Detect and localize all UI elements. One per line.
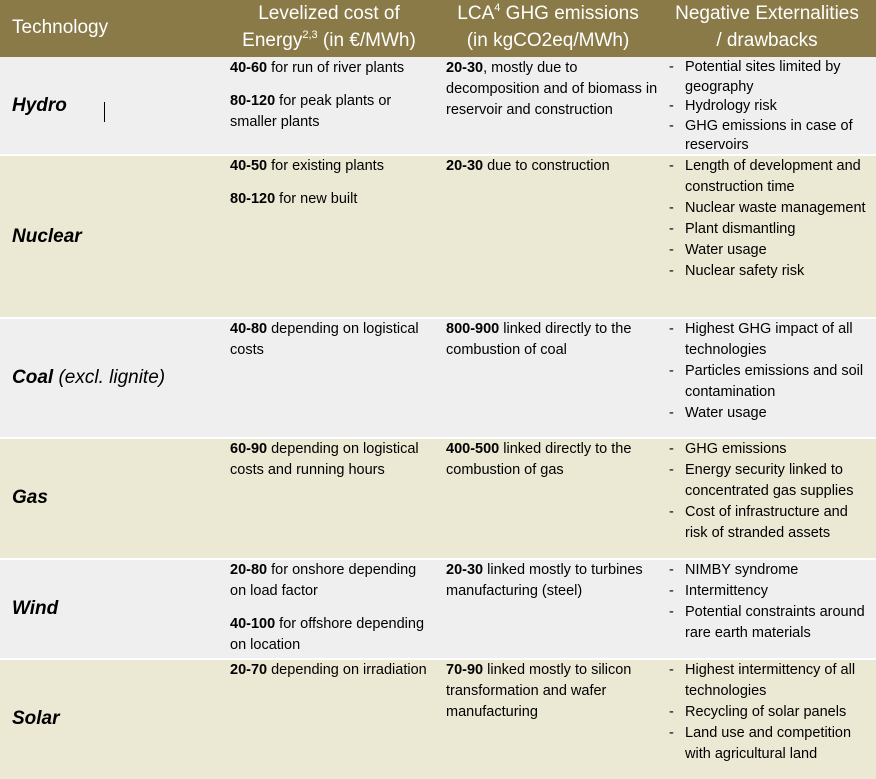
lca-value: 70-90 <box>446 662 484 678</box>
table-row-nuclear <box>0 156 876 317</box>
negative-item: - Energy security linked to concentrated gas supplies <box>666 460 871 502</box>
cost-value: 20-80 <box>230 562 268 578</box>
cost-value: 80-120 <box>230 191 276 207</box>
cost-value: 40-60 <box>230 60 268 76</box>
lca-value: 20-30 <box>446 562 484 578</box>
lca-value: 400-500 <box>446 441 500 457</box>
negative-item: - Intermittency <box>666 581 871 602</box>
table-row-solar <box>0 660 876 779</box>
negative-item: - Land use and competition with agricultural land <box>666 723 871 765</box>
negatives-list <box>666 319 871 424</box>
cost-desc: for existing plants <box>267 158 384 174</box>
lca-desc: due to construction <box>483 158 610 174</box>
cost-desc: for run of river plants <box>267 60 405 76</box>
negative-item: - GHG emissions <box>666 439 871 460</box>
header-lca-emissions <box>440 0 656 57</box>
negative-item: - Highest intermittency of all technologies <box>666 660 871 702</box>
negatives-cell <box>666 439 871 544</box>
negatives-cell <box>666 319 871 424</box>
table-header <box>0 0 876 57</box>
lca-desc: , mostly due to decomposition and of biomass in reservoir and construction <box>446 60 658 118</box>
cost-cell <box>230 156 435 210</box>
lca-entry <box>446 58 658 121</box>
cost-desc: depending on logistical costs <box>230 321 419 358</box>
lca-desc: linked directly to the combustion of coal <box>446 321 632 358</box>
cost-desc: depending on irradiation <box>267 662 427 678</box>
lca-cell <box>446 660 658 723</box>
lca-desc: linked mostly to turbines manufacturing (steel) <box>446 562 643 599</box>
lca-value: 800-900 <box>446 321 500 337</box>
negatives-list <box>666 58 871 156</box>
negative-item: - Recycling of solar panels <box>666 702 871 723</box>
cost-entry <box>230 439 435 481</box>
negative-item: - Water usage <box>666 240 871 261</box>
header-cost-unit: (in €/MWh) <box>317 30 416 51</box>
negative-item: - Nuclear safety risk <box>666 261 871 282</box>
tech-name-qualifier: (excl. lignite) <box>53 367 166 388</box>
cost-entry <box>230 614 435 656</box>
cost-entry <box>230 660 435 681</box>
cost-entry <box>230 91 435 133</box>
negatives-cell <box>666 560 871 644</box>
table-row-wind <box>0 560 876 658</box>
cost-value: 60-90 <box>230 441 268 457</box>
lca-entry <box>446 439 658 481</box>
header-cost-footnote: 2,3 <box>302 28 318 41</box>
lca-entry <box>446 560 658 602</box>
tech-name: Solar <box>12 708 60 729</box>
header-lca-footnote: 4 <box>494 1 501 14</box>
cost-entry <box>230 560 435 602</box>
tech-name-main: Coal <box>12 367 54 388</box>
header-lca-line1 <box>440 0 656 27</box>
header-lca-prefix: LCA <box>457 3 495 24</box>
header-cost-energy: Energy <box>242 30 303 51</box>
lca-cell <box>446 156 658 177</box>
lca-value: 20-30 <box>446 60 484 76</box>
lca-desc: linked mostly to silicon transformation and wafer manufacturing <box>446 662 632 720</box>
negatives-cell <box>666 156 871 282</box>
lca-value: 20-30 <box>446 158 484 174</box>
header-lca-rest: GHG emissions <box>500 3 639 24</box>
negative-item: - Hydrology risk <box>666 97 871 117</box>
negative-item: - Cost of infrastructure and risk of stranded assets <box>666 502 871 544</box>
tech-name <box>12 367 165 389</box>
table-row-hydro <box>0 57 876 155</box>
cost-desc: for peak plants or smaller plants <box>230 93 392 130</box>
cost-cell <box>230 660 435 681</box>
cost-entry <box>230 189 435 210</box>
negative-item: - Water usage <box>666 403 871 424</box>
header-neg-line1: Negative Externalities <box>675 3 859 24</box>
header-levelized-cost <box>222 0 436 57</box>
header-cost-line2 <box>222 27 436 54</box>
header-lca-line2: (in kgCO2eq/MWh) <box>466 30 630 51</box>
cost-value: 40-80 <box>230 321 268 337</box>
cost-desc: for offshore depending on location <box>230 616 425 653</box>
header-technology: Technology <box>12 17 109 38</box>
negative-item: - Length of development and construction time <box>666 156 871 198</box>
cost-entry <box>230 58 435 79</box>
lca-cell <box>446 560 658 602</box>
cost-desc: for onshore depending on load factor <box>230 562 417 599</box>
cost-cell <box>230 58 435 133</box>
tech-name: Nuclear <box>12 226 82 247</box>
lca-cell <box>446 319 658 361</box>
header-cost-line1: Levelized cost of <box>258 3 400 24</box>
negatives-list <box>666 660 871 765</box>
negative-item: - Nuclear waste management <box>666 198 871 219</box>
cost-entry <box>230 156 435 177</box>
negatives-list <box>666 439 871 544</box>
cost-value: 80-120 <box>230 93 276 109</box>
negatives-cell <box>666 660 871 765</box>
tech-name: Gas <box>12 487 48 508</box>
lca-cell <box>446 439 658 481</box>
negative-item: - GHG emissions in case of reservoirs <box>666 117 871 156</box>
negative-item: - NIMBY syndrome <box>666 560 871 581</box>
lca-entry <box>446 660 658 723</box>
cost-entry <box>230 319 435 361</box>
header-neg-line2: / drawbacks <box>716 30 818 51</box>
negative-item: - Plant dismantling <box>666 219 871 240</box>
lca-cell <box>446 58 658 121</box>
lca-desc: linked directly to the combustion of gas <box>446 441 632 478</box>
negatives-list <box>666 156 871 282</box>
negative-item: - Highest GHG impact of all technologies <box>666 319 871 361</box>
header-negative-externalities <box>662 0 872 57</box>
tech-name: Hydro <box>12 95 67 116</box>
cost-value: 20-70 <box>230 662 268 678</box>
cost-desc: for new built <box>275 191 358 207</box>
cost-cell <box>230 439 435 481</box>
negatives-list <box>666 560 871 644</box>
table-row-coal <box>0 319 876 437</box>
negative-item: - Potential constraints around rare earth materials <box>666 602 871 644</box>
tech-name: Wind <box>12 598 59 619</box>
cost-cell <box>230 319 435 361</box>
cost-value: 40-50 <box>230 158 268 174</box>
lca-entry <box>446 319 658 361</box>
text-cursor <box>104 102 105 122</box>
cost-value: 40-100 <box>230 616 276 632</box>
negative-item: - Potential sites limited by geography <box>666 58 871 97</box>
table-row-gas <box>0 439 876 558</box>
lca-entry <box>446 156 658 177</box>
negatives-cell <box>666 58 871 156</box>
cost-desc: depending on logistical costs and running hours <box>230 441 419 478</box>
cost-cell <box>230 560 435 656</box>
negative-item: - Particles emissions and soil contamination <box>666 361 871 403</box>
